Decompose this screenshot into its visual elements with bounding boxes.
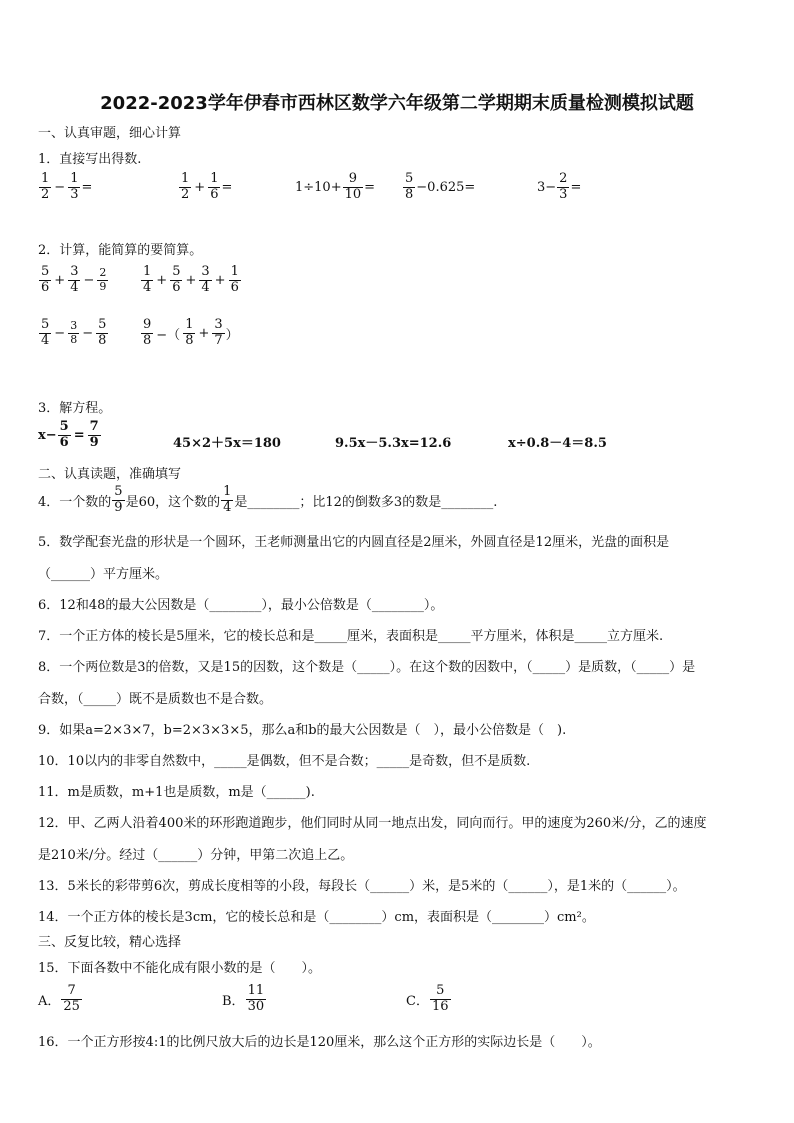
- question-8-line-1: 8．一个两位数是3的倍数，又是15的因数，这个数是（_____）。在这个数的因数中，（_____）是质数，（_____）是: [38, 660, 696, 675]
- q15-option-c[interactable]: C． $\frac{5}{16}$: [406, 983, 449, 1014]
- question-8-line-2: 合数，（_____）既不是质数也不是合数。: [38, 692, 273, 707]
- q3-equation-1: x− $\frac{5}{6}$ = $\frac{7}{9}$: [38, 419, 99, 450]
- question-10: 10．10以内的非零自然数中，_____是偶数，但不是合数；_____是奇数，但不是质数.: [38, 754, 531, 769]
- question-11: 11．m是质数，m+1也是质数，m是（______).: [38, 785, 315, 800]
- q2-expr-2: $\frac{1}{4}$ + $\frac{5}{6}$ + $\frac{3}{4}$ + $\frac{1}{6}$: [143, 264, 239, 295]
- question-12-line-2: 是210米/分。经过（______）分钟，甲第二次追上乙。: [38, 848, 354, 863]
- question-12-line-1: 12．甲、乙两人沿着400米的环形跑道跑步，他们同时从同一地点出发，同向而行。甲的速度为260米/分，乙的速度: [38, 816, 707, 831]
- q1-expr-5: 3− $\frac{2}{3}$ =: [537, 171, 582, 202]
- q2-expr-4: $\frac{9}{8}$ −（ $\frac{1}{8}$ + $\frac{3}{7}$ ）: [143, 317, 239, 348]
- question-9: 9．如果a=2×3×7，b=2×3×3×5，那么a和b的最大公因数是（ ），最小公倍数是（ ).: [38, 723, 567, 738]
- page-title: 2022-2023学年伊春市西林区数学六年级第二学期期末质量检测模拟试题: [100, 93, 694, 114]
- question-2-label: 2．计算，能简算的要简算。: [38, 243, 203, 258]
- q1-expr-2: $\frac{1}{2}$ + $\frac{1}{6}$ =: [181, 171, 233, 202]
- q15-option-a[interactable]: A． $\frac{7}{25}$: [38, 983, 80, 1014]
- question-3-label: 3．解方程。: [38, 401, 112, 416]
- q1-expr-3: 1÷10+ $\frac{9}{10}$ =: [295, 171, 376, 202]
- question-6: 6．12和48的最大公因数是（________），最小公倍数是（________）。: [38, 598, 444, 613]
- q15-option-b[interactable]: B． $\frac{11}{30}$: [222, 983, 265, 1014]
- q1-expr-1: $\frac{1}{2}$ − $\frac{1}{3}$ =: [41, 171, 93, 202]
- q3-equation-4: x÷0.8－4＝8.5: [508, 436, 607, 451]
- question-5-line-2: （______）平方厘米。: [38, 567, 169, 582]
- question-1-label: 1．直接写出得数.: [38, 152, 142, 167]
- section-heading-1: 一、认真审题，细心计算: [38, 126, 182, 141]
- question-7: 7．一个正方体的棱长是5厘米，它的棱长总和是_____厘米，表面积是_____平方厘米，体积是_____立方厘米.: [38, 629, 664, 644]
- question-16: 16．一个正方形按4:1的比例尺放大后的边长是120厘米，那么这个正方形的实际边长是（ ）。: [38, 1035, 601, 1050]
- q3-equation-2: 45×2＋5x＝180: [173, 436, 281, 451]
- section-heading-3: 三、反复比较，精心选择: [38, 935, 182, 950]
- question-14: 14．一个正方体的棱长是3cm，它的棱长总和是（________）cm，表面积是（________）cm²。: [38, 910, 595, 925]
- question-13: 13．5米长的彩带剪6次，剪成长度相等的小段，每段长（______）米，是5米的（______），是1米的（______）。: [38, 879, 686, 894]
- question-4: 4．一个数的 $\frac{5}{9}$ 是60，这个数的 $\frac{1}{4}$ 是________；比12的倒数多3的数是________.: [38, 484, 498, 515]
- section-heading-2: 二、认真读题，准确填写: [38, 467, 182, 482]
- q2-expr-3: $\frac{5}{4}$ − $\frac{3}{8}$ − $\frac{5}{8}$: [41, 317, 107, 348]
- question-5-line-1: 5．数学配套光盘的形状是一个圆环，王老师测量出它的内圆直径是2厘米，外圆直径是12厘米，光盘的面积是: [38, 535, 670, 550]
- q2-expr-1: $\frac{5}{6}$ + $\frac{3}{4}$ − $\frac{2}{9}$: [41, 264, 107, 295]
- question-15-label: 15．下面各数中不能化成有限小数的是（ ）。: [38, 961, 322, 976]
- q1-expr-4: $\frac{5}{8}$ −0.625=: [405, 171, 476, 202]
- q3-equation-3: 9.5x－5.3x=12.6: [335, 436, 452, 451]
